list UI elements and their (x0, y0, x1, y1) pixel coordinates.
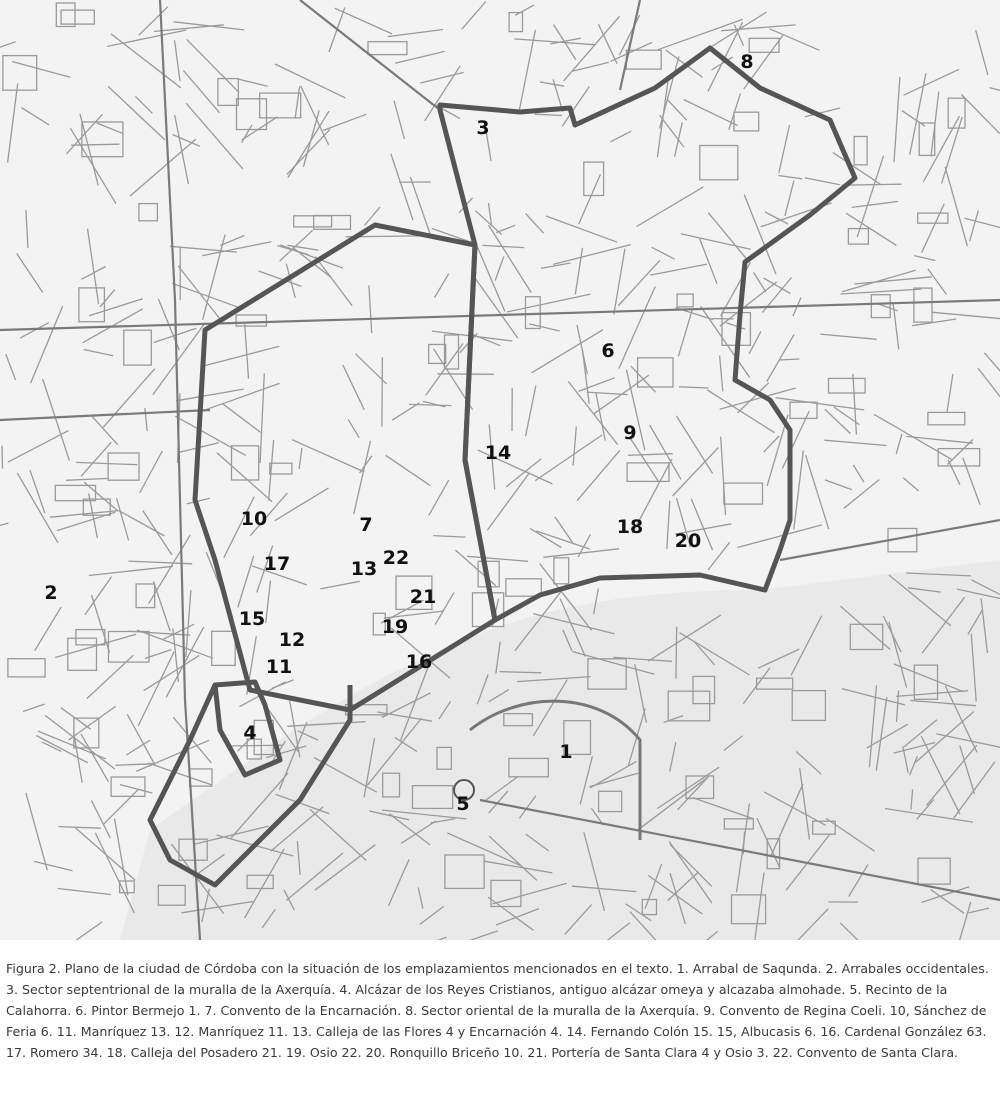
street-segment (462, 2, 486, 30)
street-segment (529, 324, 559, 331)
street-segment (906, 436, 973, 443)
street-segment (143, 511, 172, 555)
street-segment (526, 386, 536, 436)
street-segment (721, 25, 795, 31)
street-segment (315, 257, 352, 306)
street-segment (667, 99, 687, 120)
street-segment (84, 350, 113, 356)
street-segment (841, 289, 922, 294)
label-3: 3 (476, 117, 490, 139)
street-segment (667, 501, 670, 549)
label-11: 11 (265, 656, 293, 678)
building-block (506, 579, 541, 596)
building-block (848, 229, 868, 245)
street-segment (145, 408, 147, 431)
street-segment (17, 254, 43, 293)
street-segment (52, 922, 102, 940)
street-segment (140, 451, 163, 493)
street-segment (676, 416, 712, 474)
street-segment (778, 176, 802, 179)
street-segment (186, 590, 191, 657)
street-segment (577, 450, 620, 500)
building-block (68, 638, 97, 670)
street-segment (0, 523, 9, 544)
street-segment (948, 460, 960, 485)
street-segment (894, 77, 900, 162)
building-block (749, 38, 779, 52)
street-segment (175, 40, 180, 81)
street-segment (794, 451, 804, 530)
street-segment (266, 581, 271, 624)
street-segment (386, 455, 431, 485)
building-block (8, 659, 45, 677)
street-segment (684, 100, 738, 126)
label-16: 16 (405, 651, 433, 673)
street-segment (720, 356, 723, 392)
building-block (734, 112, 759, 131)
building-block (638, 358, 673, 387)
street-segment (8, 431, 69, 463)
street-segment (391, 154, 413, 220)
street-segment (721, 437, 726, 515)
street-segment (369, 285, 372, 333)
label-18: 18 (616, 516, 644, 538)
street-segment (410, 177, 431, 238)
street-segment (280, 230, 313, 261)
street-segment (260, 373, 264, 463)
street-segment (896, 434, 902, 454)
street-segment (720, 282, 777, 326)
street-segment (575, 248, 582, 295)
street-segment (66, 478, 109, 480)
street-segment (825, 409, 851, 433)
street-segment (767, 334, 794, 381)
street-segment (186, 103, 243, 169)
street-segment (978, 368, 1000, 425)
street-segment (45, 715, 115, 769)
building-block (236, 315, 266, 326)
label-10: 10 (240, 508, 268, 530)
street-segment (36, 736, 88, 763)
building-block (829, 378, 866, 393)
street-segment (153, 581, 170, 631)
street-segment (35, 607, 61, 651)
street-segment (187, 39, 239, 92)
building-block (124, 330, 152, 365)
street-segment (825, 480, 852, 490)
street-segment (852, 201, 898, 207)
street-segment (526, 214, 544, 234)
street-segment (535, 435, 602, 481)
street-segment (138, 652, 174, 726)
street-segment (844, 480, 879, 509)
street-segment (846, 213, 896, 245)
street-segment (611, 43, 652, 62)
street-segment (69, 706, 116, 740)
street-segment (961, 95, 999, 134)
street-segment (475, 278, 518, 338)
street-segment (437, 374, 493, 375)
street-segment (81, 442, 111, 476)
street-segment (92, 417, 118, 445)
street-segment (963, 458, 980, 505)
street-segment (26, 210, 28, 248)
street-segment (175, 416, 245, 455)
street-segment (990, 88, 1000, 108)
street-segment (343, 365, 364, 410)
building-block (368, 42, 407, 55)
street-segment (323, 114, 367, 130)
street-segment (348, 419, 359, 438)
street-segment (136, 740, 209, 771)
street-segment (579, 174, 601, 224)
street-segment (578, 378, 615, 392)
street-segment (540, 82, 564, 86)
street-segment (976, 30, 988, 75)
street-segment (942, 117, 963, 184)
street-segment (507, 294, 590, 312)
street-segment (172, 283, 243, 309)
street-segment (596, 393, 605, 441)
street-segment (89, 566, 173, 575)
street-segment (726, 323, 745, 330)
building-block (82, 122, 123, 157)
street-segment (97, 123, 124, 134)
street-segment (115, 819, 128, 896)
street-segment (91, 800, 110, 837)
street-segment (535, 114, 562, 115)
street-segment (76, 462, 137, 464)
street-segment (947, 374, 953, 413)
street-segment (489, 203, 492, 225)
street-segment (116, 764, 155, 766)
street-segment (652, 247, 675, 259)
street-segment (108, 86, 165, 140)
street-segment (506, 459, 541, 487)
building-block (677, 294, 693, 307)
street-segment (275, 488, 329, 521)
street-segment (902, 111, 925, 127)
building-block (554, 558, 569, 584)
street-segment (148, 763, 211, 785)
building-block (919, 123, 935, 155)
building-block (928, 412, 965, 424)
building-block (914, 288, 932, 322)
street-segment (17, 473, 58, 543)
street-segment (514, 39, 595, 45)
street-segment (201, 346, 279, 366)
building-block (76, 630, 105, 645)
label-21: 21 (409, 586, 437, 608)
street-segment (31, 306, 63, 383)
street-segment (820, 334, 876, 339)
building-block (218, 79, 238, 106)
street-segment (435, 274, 449, 298)
street-segment (95, 833, 134, 913)
street-segment (392, 403, 419, 420)
street-segment (776, 398, 865, 410)
axerquia-wall (440, 48, 855, 620)
street-segment (71, 144, 119, 145)
street-segment (420, 72, 463, 83)
street-segment (842, 270, 916, 292)
street-segment (681, 234, 751, 250)
street-segment (764, 436, 780, 452)
street-segment (58, 889, 111, 895)
street-segment (43, 379, 70, 460)
building-block (938, 449, 980, 466)
street-segment (765, 212, 788, 224)
street-segment (928, 269, 947, 295)
street-segment (59, 827, 101, 829)
building-block (700, 146, 738, 180)
street-segment (245, 324, 249, 379)
label-5: 5 (456, 793, 470, 815)
street-segment (904, 69, 960, 95)
building-block (724, 483, 763, 504)
street-segment (496, 225, 515, 232)
street-segment (103, 369, 155, 428)
building-block (136, 584, 155, 608)
street-segment (320, 581, 359, 589)
street-segment (6, 354, 16, 380)
street-segment (388, 30, 443, 37)
label-2: 2 (44, 582, 58, 604)
street-segment (104, 789, 139, 824)
street-segment (854, 277, 932, 284)
street-segment (238, 556, 254, 608)
street-segment (515, 5, 534, 15)
street-segment (26, 793, 47, 870)
street-segment (931, 312, 1000, 319)
street-segment (857, 156, 883, 237)
building-block (108, 453, 139, 480)
street-segment (779, 125, 790, 173)
street-segment (611, 131, 632, 142)
figure-caption: Figura 2. Plano de la ciudad de Córdoba con la situación de los emplazamientos mencionados en el texto. 1. Arrabal de Saqunda. 2. Arrabales occidentales. 3. Sector septentrional de la muralla de la Axerquía. 4. Alcázar de los Reyes Cristianos, antiguo alcázar omeya y alcazaba almohade. 5. Recinto de la Calahorra. 6. Pintor Bermejo 1. 7. Convento de la Encarnación. 8. Sector oriental de la muralla de la Axerquía. 9. Convento de Regina Coeli. 10, Sánchez de Feria 6. 11. Manríquez 13. 12. Manríquez 11. 13. Calleja de las Flores 4 y Encarnación 4. 14. Fernando Colón 15. 15, Albucasis 6. 16. Cardenal González 63. 17. Romero 34. 18. Calleja del Posadero 21. 19. Osio 22. 20. Ronquillo Briceño 10. 21. Portería de Santa Clara 4 y Osio 3. 22. Convento de Santa Clara. (6, 961, 989, 1060)
street-segment (618, 260, 660, 305)
street-segment (475, 211, 501, 235)
street-segment (964, 218, 1000, 233)
street-segment (100, 290, 115, 308)
street-segment (111, 34, 181, 88)
street-segment (650, 264, 707, 275)
street-segment (779, 359, 799, 360)
street-segment (519, 30, 535, 110)
label-20: 20 (674, 530, 702, 552)
street-segment (364, 207, 380, 225)
building-block (139, 204, 158, 221)
street-segment (173, 629, 179, 682)
street-segment (382, 357, 383, 426)
street-segment (299, 448, 302, 469)
street-segment (85, 577, 112, 615)
street-segment (173, 135, 200, 147)
street-segment (630, 438, 659, 482)
street-segment (8, 84, 18, 163)
street-segment (217, 453, 273, 502)
label-19: 19 (381, 616, 409, 638)
street-segment (764, 278, 791, 294)
street-segment (287, 129, 330, 174)
street-segment (423, 401, 445, 407)
label-15: 15 (238, 608, 266, 630)
street-segment (573, 426, 576, 465)
building-block (871, 295, 890, 318)
street-segment (744, 195, 776, 275)
street-segment (429, 480, 449, 515)
street-segment (676, 627, 677, 679)
street-segment (135, 96, 152, 113)
street-segment (678, 309, 692, 356)
label-7: 7 (359, 514, 373, 536)
street-segment (242, 117, 278, 140)
label-13: 13 (350, 558, 378, 580)
street-segment (553, 245, 631, 265)
street-segment (874, 414, 952, 459)
street-segment (292, 440, 364, 472)
street-segment (631, 366, 656, 392)
street-segment (239, 79, 268, 86)
street-segment (970, 211, 979, 242)
street-segment (923, 116, 959, 182)
street-segment (395, 51, 444, 63)
street-segment (564, 16, 620, 81)
street-segment (489, 225, 532, 293)
street-segment (587, 392, 628, 395)
building-block (526, 297, 541, 329)
street-segment (679, 387, 709, 388)
street-segment (495, 256, 504, 280)
street-segment (922, 204, 945, 253)
street-segment (637, 187, 704, 227)
medina-wall (195, 225, 495, 710)
street-segment (144, 655, 200, 690)
building-block (270, 463, 292, 474)
street-segment (708, 213, 749, 262)
street-segment (546, 216, 617, 242)
street-segment (536, 531, 590, 549)
label-1: 1 (559, 741, 573, 763)
street-segment (203, 235, 226, 320)
street-segment (204, 383, 280, 410)
street-segment (903, 478, 918, 491)
building-block (854, 137, 867, 165)
street-segment (435, 592, 454, 624)
label-8: 8 (740, 51, 754, 73)
street-segment (2, 446, 3, 469)
street-segment (825, 440, 887, 445)
street-segment (175, 115, 189, 184)
street-segment (582, 349, 589, 404)
label-4: 4 (243, 722, 257, 744)
label-14: 14 (484, 442, 512, 464)
street-segment (754, 272, 766, 292)
street-segment (117, 498, 129, 540)
street-segment (467, 556, 528, 561)
building-block (79, 288, 105, 322)
street-segment (21, 108, 49, 125)
street-segment (76, 828, 136, 880)
building-block (232, 446, 259, 480)
street-segment (853, 465, 864, 482)
label-17: 17 (263, 553, 291, 575)
street-segment (433, 536, 465, 538)
street-segment (700, 239, 717, 284)
label-6: 6 (601, 340, 615, 362)
street-segment (945, 167, 967, 246)
building-block (56, 3, 75, 27)
street-segment (23, 704, 44, 711)
label-9: 9 (623, 422, 637, 444)
street-segment (532, 330, 603, 373)
street-segment (126, 740, 150, 755)
label-22: 22 (382, 547, 410, 569)
street-segment (657, 78, 668, 157)
building-block (948, 98, 965, 128)
building-block (626, 50, 661, 69)
building-block (918, 213, 948, 223)
street-segment (223, 404, 261, 433)
street-segment (914, 256, 935, 261)
street-segment (833, 152, 882, 185)
street-segment (806, 455, 829, 529)
street-segment (34, 861, 72, 870)
street-segment (127, 714, 155, 765)
building-block (212, 631, 236, 665)
street-segment (67, 114, 103, 154)
street-segment (785, 181, 794, 216)
street-segment (805, 178, 840, 185)
street-segment (394, 101, 404, 139)
street-segment (335, 8, 392, 34)
street-segment (853, 374, 857, 435)
building-block (3, 56, 37, 91)
street-segment (295, 86, 300, 118)
building-block (294, 216, 332, 227)
street-segment (12, 62, 70, 78)
street-segment (879, 304, 898, 311)
building-block (61, 10, 94, 24)
street-segment (130, 139, 196, 196)
street-segment (88, 229, 99, 305)
building-block (790, 402, 817, 418)
label-12: 12 (278, 629, 306, 651)
street-segment (354, 441, 371, 514)
street-segment (769, 29, 819, 51)
street-segment (572, 62, 609, 71)
street-segment (202, 242, 271, 256)
